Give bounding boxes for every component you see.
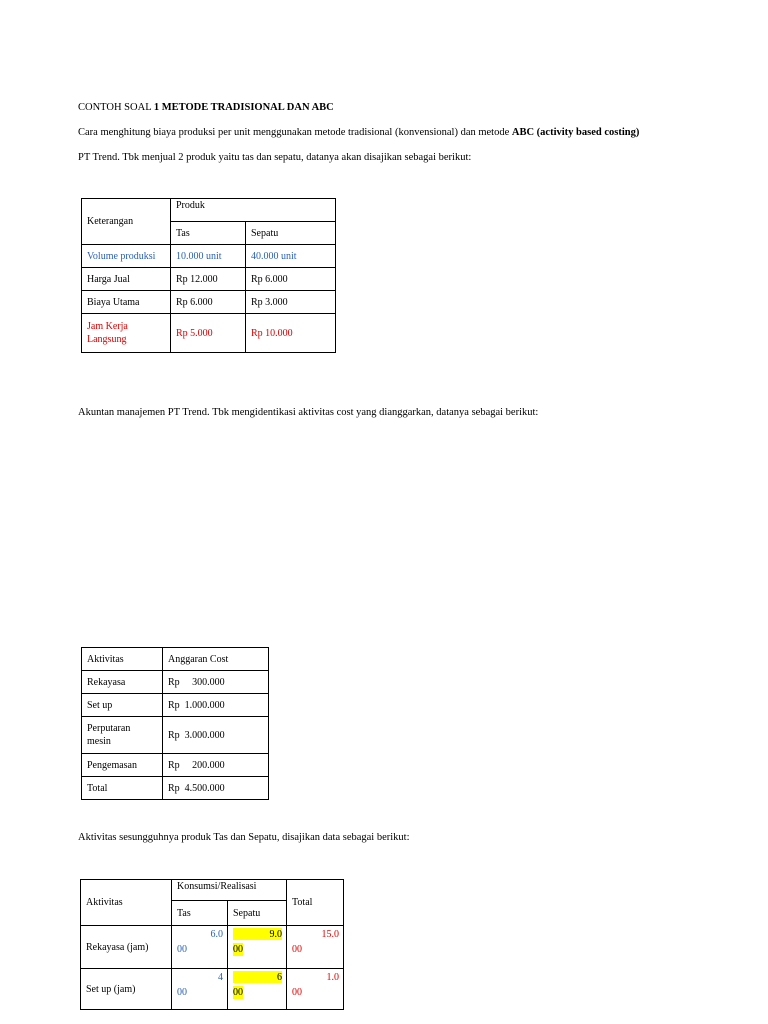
row-label: Rekayasa: [82, 671, 163, 694]
table-row: [82, 694, 269, 717]
row-label: Set up: [82, 694, 163, 717]
intro-paragraph: [78, 127, 639, 138]
row-label: [82, 314, 171, 353]
tas-value-top: 6.0: [210, 929, 223, 940]
row-value: Rp 300.000: [163, 671, 269, 694]
row-label: Volume produksi: [82, 245, 171, 268]
header-sepatu: Sepatu: [246, 222, 336, 245]
heading-bold: 1 METODE TRADISIONAL DAN ABC: [153, 102, 334, 113]
row-sepatu: 40.000 unit: [246, 245, 336, 268]
header-aktivitas: Aktivitas: [81, 880, 172, 926]
paragraph-3: Aktivitas sesungguhnya produk Tas dan Sepatu, disajikan data sebagai berikut:: [78, 832, 410, 843]
sepatu-value-top: 9.0: [269, 929, 282, 940]
row-tas: Rp 6.000: [171, 291, 246, 314]
tas-value-top: 4: [218, 972, 223, 983]
row-value: Rp 3.000.000: [163, 717, 269, 754]
row-tas: 10.000 unit: [171, 245, 246, 268]
row-value: Rp 1.000.000: [163, 694, 269, 717]
table-row: [82, 291, 336, 314]
activity-consumption-table: [80, 879, 344, 1010]
header-sepatu: Sepatu: [228, 901, 287, 926]
row-value: Rp 4.500.000: [163, 777, 269, 800]
document-heading: [78, 102, 334, 113]
row-label: Biaya Utama: [82, 291, 171, 314]
tas-value-bottom: 00: [177, 987, 187, 998]
total-value-bottom: 00: [292, 944, 302, 955]
sepatu-value-bottom: 00: [233, 987, 243, 998]
sepatu-value-bottom: 00: [233, 944, 243, 955]
table-row: [82, 671, 269, 694]
paragraph-2: Akuntan manajemen PT Trend. Tbk mengidentikasi aktivitas cost yang dianggarkan, datanya sebagai berikut:: [78, 407, 539, 418]
row-value: Rp 200.000: [163, 754, 269, 777]
table-row: [82, 754, 269, 777]
activity-budget-table: [81, 647, 269, 800]
row-label: Total: [82, 777, 163, 800]
header-tas: Tas: [171, 222, 246, 245]
table-row: [82, 717, 269, 754]
total-value-top: 15.0: [321, 929, 339, 940]
row-label-line2: Langsung: [87, 334, 127, 345]
table-row: [81, 969, 344, 1010]
row-label: Harga Jual: [82, 268, 171, 291]
sepatu-value-top: 6: [277, 972, 282, 983]
header-aktivitas: Aktivitas: [82, 648, 163, 671]
row-tas: Rp 12.000: [171, 268, 246, 291]
header-tas: Tas: [172, 901, 228, 926]
table-row: [82, 268, 336, 291]
table-row: [81, 926, 344, 969]
table-row: [82, 245, 336, 268]
intro-bold: ABC (activity based costing): [511, 127, 640, 138]
row-sepatu: Rp 10.000: [246, 314, 336, 353]
row-total: [287, 926, 344, 969]
table-header: [82, 648, 269, 671]
row-tas: [172, 926, 228, 969]
row-label: Rekayasa (jam): [81, 926, 172, 969]
row-tas: [172, 969, 228, 1010]
table-row: [82, 314, 336, 353]
header-produk: Produk: [171, 199, 336, 222]
intro-text: Cara menghitung biaya produksi per unit menggunakan metode tradisional (konvensional) dan metode: [78, 127, 512, 138]
table-row: [82, 777, 269, 800]
row-label-line2: mesin: [87, 736, 111, 747]
header-konsumsi: Konsumsi/Realisasi: [172, 880, 287, 901]
row-label: Pengemasan: [82, 754, 163, 777]
row-label: Set up (jam): [81, 969, 172, 1010]
row-sepatu: Rp 6.000: [246, 268, 336, 291]
total-value-top: 1.0: [326, 972, 339, 983]
row-label-line1: Perputaran: [87, 723, 131, 734]
tas-value-bottom: 00: [177, 944, 187, 955]
intro-paragraph-2: PT Trend. Tbk menjual 2 produk yaitu tas dan sepatu, datanya akan disajikan sebagai berikut:: [78, 152, 472, 163]
row-sepatu: [228, 926, 287, 969]
product-table: [81, 198, 336, 353]
row-label: [82, 717, 163, 754]
heading-prefix: CONTOH SOAL: [78, 102, 154, 113]
row-label-line1: Jam Kerja: [87, 321, 128, 332]
header-anggaran: Anggaran Cost: [163, 648, 269, 671]
header-total: Total: [287, 880, 344, 926]
header-keterangan: Keterangan: [82, 199, 171, 245]
row-total: [287, 969, 344, 1010]
highlight-bar: [233, 971, 282, 983]
row-tas: Rp 5.000: [171, 314, 246, 353]
total-value-bottom: 00: [292, 987, 302, 998]
row-sepatu: [228, 969, 287, 1010]
row-sepatu: Rp 3.000: [246, 291, 336, 314]
